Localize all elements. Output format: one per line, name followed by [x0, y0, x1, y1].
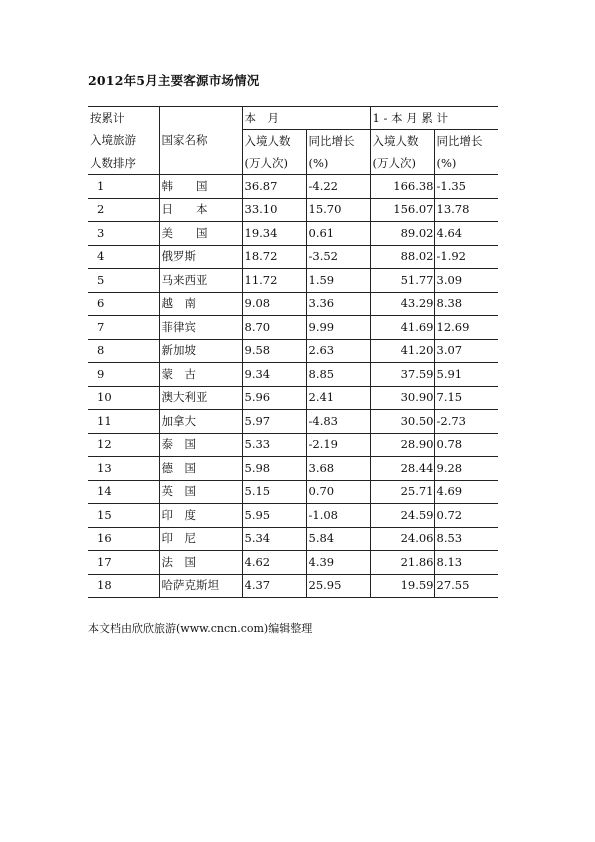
- cum-growth-cell: 9.28: [434, 457, 498, 481]
- cum-growth-cell: -1.35: [434, 175, 498, 199]
- country-cell: 印 尼: [159, 527, 242, 551]
- month-arrivals-cell: 8.70: [242, 316, 306, 340]
- rank-cell: 15: [88, 504, 159, 528]
- table-row: [88, 339, 498, 363]
- country-cell: 越 南: [159, 292, 242, 316]
- month-growth-header: 同比增长: [306, 130, 370, 153]
- month-arrivals-cell: 36.87: [242, 175, 306, 199]
- month-growth-cell: 3.68: [306, 457, 370, 481]
- rank-cell: 10: [88, 386, 159, 410]
- cum-arrivals-cell: 19.59: [370, 574, 434, 598]
- month-growth-cell: 0.70: [306, 480, 370, 504]
- cum-growth-cell: 12.69: [434, 316, 498, 340]
- table-row: [88, 574, 498, 598]
- table-row: [88, 527, 498, 551]
- month-growth-cell: 3.36: [306, 292, 370, 316]
- table-row: [88, 433, 498, 457]
- table-row: [88, 504, 498, 528]
- cum-growth-cell: -1.92: [434, 245, 498, 269]
- month-arrivals-cell: 9.58: [242, 339, 306, 363]
- cum-arrivals-cell: 30.90: [370, 386, 434, 410]
- cum-growth-cell: 13.78: [434, 198, 498, 222]
- month-growth-cell: 2.41: [306, 386, 370, 410]
- cum-arrivals-cell: 37.59: [370, 363, 434, 387]
- month-arrivals-header: 入境人数: [242, 130, 306, 153]
- rank-cell: 16: [88, 527, 159, 551]
- month-arrivals-cell: 4.37: [242, 574, 306, 598]
- month-growth-cell: 15.70: [306, 198, 370, 222]
- rank-cell: 4: [88, 245, 159, 269]
- cum-arrivals-cell: 24.59: [370, 504, 434, 528]
- table-row: [88, 316, 498, 340]
- month-arrivals-cell: 33.10: [242, 198, 306, 222]
- month-arrivals-cell: 5.34: [242, 527, 306, 551]
- month-arrivals-cell: 4.62: [242, 551, 306, 575]
- country-cell: 法 国: [159, 551, 242, 575]
- country-cell: 韩 国: [159, 175, 242, 199]
- country-cell: 德 国: [159, 457, 242, 481]
- country-header: 国家名称: [159, 130, 242, 153]
- country-cell: 泰 国: [159, 433, 242, 457]
- month-arrivals-cell: 5.15: [242, 480, 306, 504]
- cum-arrivals-cell: 51.77: [370, 269, 434, 293]
- month-arrivals-cell: 5.98: [242, 457, 306, 481]
- country-cell: 英 国: [159, 480, 242, 504]
- country-cell: 日 本: [159, 198, 242, 222]
- cum-growth-cell: 27.55: [434, 574, 498, 598]
- month-arrivals-cell: 5.96: [242, 386, 306, 410]
- country-cell: 蒙 古: [159, 363, 242, 387]
- cum-growth-unit: (%): [434, 152, 498, 175]
- country-cell: 哈萨克斯坦: [159, 574, 242, 598]
- month-growth-cell: -3.52: [306, 245, 370, 269]
- country-cell: 马来西亚: [159, 269, 242, 293]
- table-row: [88, 198, 498, 222]
- cum-arrivals-cell: 156.07: [370, 198, 434, 222]
- rank-cell: 3: [88, 222, 159, 246]
- country-cell: 澳大利亚: [159, 386, 242, 410]
- country-cell: 菲律宾: [159, 316, 242, 340]
- table-row: [88, 292, 498, 316]
- cum-growth-cell: 4.69: [434, 480, 498, 504]
- cum-arrivals-unit: (万人次): [370, 152, 434, 175]
- table-row: [88, 386, 498, 410]
- table-row: [88, 175, 498, 199]
- cum-arrivals-cell: 25.71: [370, 480, 434, 504]
- country-header-blank: [159, 107, 242, 130]
- cumulative-group-header: 1 - 本 月 累 计: [370, 107, 498, 130]
- rank-cell: 6: [88, 292, 159, 316]
- country-cell: 俄罗斯: [159, 245, 242, 269]
- cum-growth-cell: 8.13: [434, 551, 498, 575]
- cum-growth-cell: -2.73: [434, 410, 498, 434]
- page-title: 2012年5月主要客源市场情况: [88, 73, 260, 88]
- country-cell: 美 国: [159, 222, 242, 246]
- month-growth-cell: -2.19: [306, 433, 370, 457]
- cum-arrivals-cell: 41.20: [370, 339, 434, 363]
- month-arrivals-cell: 9.08: [242, 292, 306, 316]
- month-arrivals-cell: 19.34: [242, 222, 306, 246]
- rank-cell: 12: [88, 433, 159, 457]
- cum-arrivals-cell: 28.90: [370, 433, 434, 457]
- cum-arrivals-cell: 88.02: [370, 245, 434, 269]
- rank-header-line3: 人数排序: [88, 152, 159, 175]
- cum-growth-cell: 3.09: [434, 269, 498, 293]
- month-growth-cell: -4.83: [306, 410, 370, 434]
- cum-growth-cell: 3.07: [434, 339, 498, 363]
- month-growth-unit: (%): [306, 152, 370, 175]
- cum-growth-cell: 7.15: [434, 386, 498, 410]
- month-arrivals-cell: 9.34: [242, 363, 306, 387]
- month-growth-cell: 1.59: [306, 269, 370, 293]
- cum-growth-cell: 0.72: [434, 504, 498, 528]
- rank-cell: 2: [88, 198, 159, 222]
- rank-cell: 18: [88, 574, 159, 598]
- rank-cell: 5: [88, 269, 159, 293]
- rank-cell: 17: [88, 551, 159, 575]
- table-row: [88, 363, 498, 387]
- cum-arrivals-cell: 41.69: [370, 316, 434, 340]
- month-growth-cell: 0.61: [306, 222, 370, 246]
- cum-growth-cell: 8.38: [434, 292, 498, 316]
- month-arrivals-cell: 5.33: [242, 433, 306, 457]
- rank-cell: 9: [88, 363, 159, 387]
- market-table: [88, 106, 498, 598]
- month-arrivals-cell: 11.72: [242, 269, 306, 293]
- footer-note: 本文档由欣欣旅游(www.cncn.com)编辑整理: [88, 622, 313, 635]
- cum-arrivals-header: 入境人数: [370, 130, 434, 153]
- table-row: [88, 551, 498, 575]
- table-row: [88, 480, 498, 504]
- table-row: [88, 269, 498, 293]
- header-row-3: [88, 152, 498, 175]
- cum-growth-cell: 5.91: [434, 363, 498, 387]
- cum-arrivals-cell: 89.02: [370, 222, 434, 246]
- rank-cell: 1: [88, 175, 159, 199]
- month-growth-cell: 8.85: [306, 363, 370, 387]
- cum-growth-header: 同比增长: [434, 130, 498, 153]
- header-row-2: [88, 130, 498, 153]
- table-row: [88, 245, 498, 269]
- table-row: [88, 457, 498, 481]
- cum-growth-cell: 4.64: [434, 222, 498, 246]
- rank-header-line2: 入境旅游: [88, 130, 159, 153]
- rank-cell: 8: [88, 339, 159, 363]
- country-cell: 新加坡: [159, 339, 242, 363]
- month-growth-cell: -4.22: [306, 175, 370, 199]
- rank-cell: 11: [88, 410, 159, 434]
- header-row-1: [88, 107, 498, 130]
- month-arrivals-unit: (万人次): [242, 152, 306, 175]
- rank-cell: 14: [88, 480, 159, 504]
- cum-arrivals-cell: 166.38: [370, 175, 434, 199]
- cum-arrivals-cell: 21.86: [370, 551, 434, 575]
- rank-cell: 13: [88, 457, 159, 481]
- month-growth-cell: 25.95: [306, 574, 370, 598]
- cum-arrivals-cell: 30.50: [370, 410, 434, 434]
- month-growth-cell: 5.84: [306, 527, 370, 551]
- month-growth-cell: 9.99: [306, 316, 370, 340]
- month-arrivals-cell: 5.95: [242, 504, 306, 528]
- rank-header: 按累计: [88, 107, 159, 130]
- month-growth-cell: 4.39: [306, 551, 370, 575]
- table-row: [88, 222, 498, 246]
- cum-arrivals-cell: 24.06: [370, 527, 434, 551]
- country-cell: 印 度: [159, 504, 242, 528]
- cum-arrivals-cell: 28.44: [370, 457, 434, 481]
- month-growth-cell: -1.08: [306, 504, 370, 528]
- table-row: [88, 410, 498, 434]
- country-cell: 加拿大: [159, 410, 242, 434]
- month-arrivals-cell: 5.97: [242, 410, 306, 434]
- cum-growth-cell: 0.78: [434, 433, 498, 457]
- month-arrivals-cell: 18.72: [242, 245, 306, 269]
- month-growth-cell: 2.63: [306, 339, 370, 363]
- month-group-header: 本 月: [242, 107, 370, 130]
- cum-growth-cell: 8.53: [434, 527, 498, 551]
- cum-arrivals-cell: 43.29: [370, 292, 434, 316]
- rank-cell: 7: [88, 316, 159, 340]
- country-header-spacer: [159, 152, 242, 175]
